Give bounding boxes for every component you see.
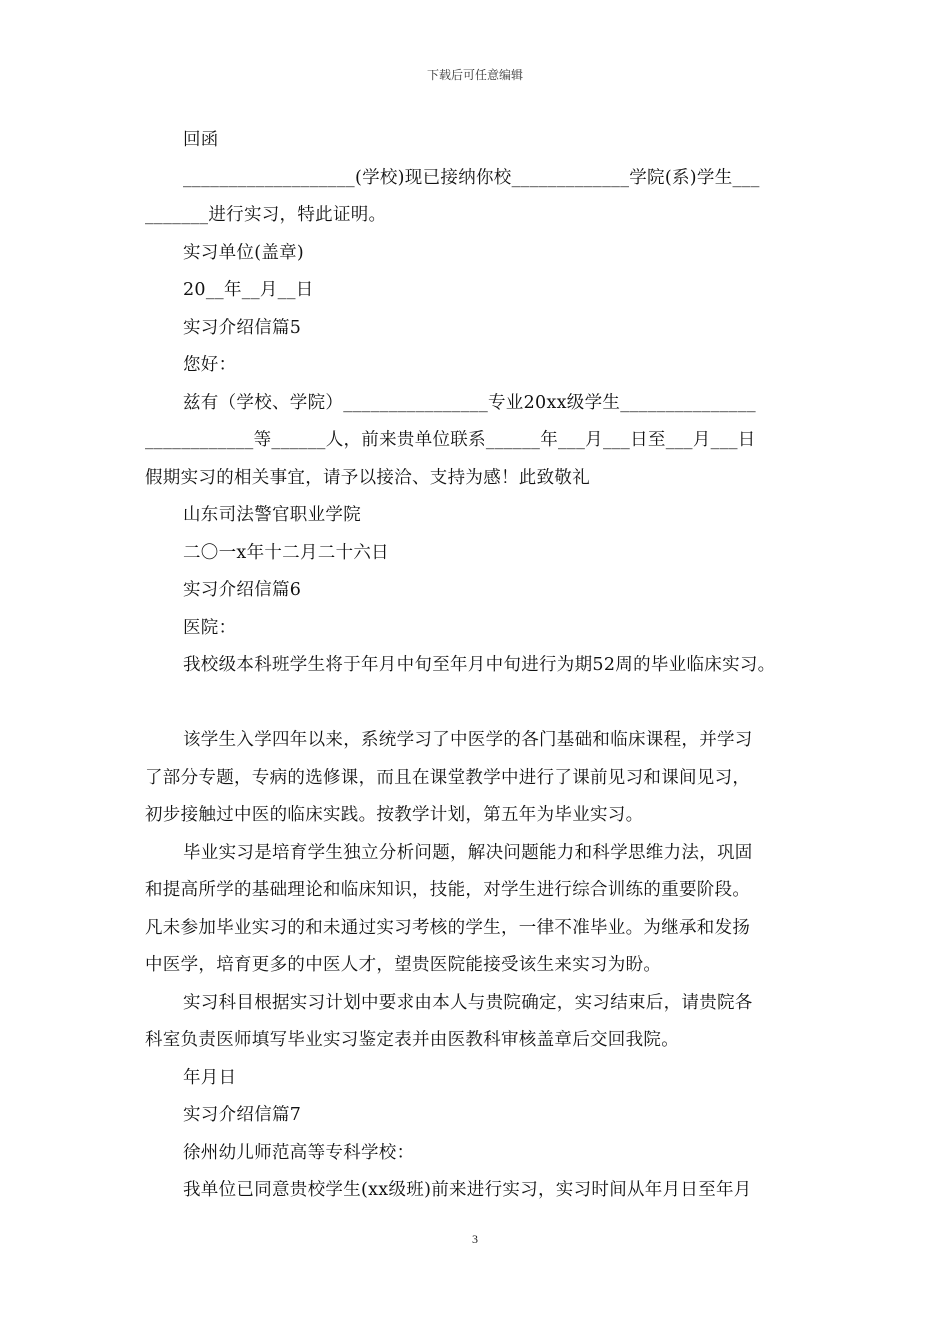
text-line: 毕业实习是培育学生独立分析问题，解决问题能力和科学思维力法，巩固 <box>183 842 753 863</box>
text-line: 初步接触过中医的临床实践。按教学计划，第五年为毕业实习。 <box>145 805 644 825</box>
text-line: 20__年__月__日 <box>183 280 314 300</box>
text-line: ____________等______人，前来贵单位联系______年___月___日至___月___日 <box>145 430 756 450</box>
text-line: 山东司法警官职业学院 <box>183 505 361 525</box>
text-line: 实习单位(盖章) <box>183 242 305 263</box>
text-line: 徐州幼儿师范高等专科学校： <box>183 1142 415 1163</box>
text-line: 兹有（学校、学院）________________专业20xx级学生_______________ <box>183 392 756 413</box>
text-line: 该学生入学四年以来，系统学习了中医学的各门基础和临床课程，并学习 <box>183 730 753 750</box>
blank-line <box>145 685 810 723</box>
text-line: 中医学，培育更多的中医人才，望贵医院能接受该生来实习为盼。 <box>145 955 662 975</box>
text-line: 凡未参加毕业实习的和未通过实习考核的学生，一律不准毕业。为继承和发扬 <box>145 917 751 938</box>
text-line: 假期实习的相关事宜，请予以接洽、支持为感！此致敬礼 <box>145 467 590 488</box>
text-line: 和提高所学的基础理论和临床知识，技能，对学生进行综合训练的重要阶段。 <box>145 880 751 900</box>
text-line: 实习科目根据实习计划中要求由本人与贵院确定，实习结束后，请贵院各 <box>183 992 753 1013</box>
text-line: 年月日 <box>183 1067 237 1088</box>
text-line: 实习介绍信篇5 <box>183 317 302 338</box>
text-line: 实习介绍信篇6 <box>183 580 302 600</box>
text-line: ___________________(学校)现已接纳你校_____________学院(系)学生___ <box>183 167 760 188</box>
text-line: 了部分专题，专病的选修课，而且在课堂教学中进行了课前见习和课间见习， <box>145 767 751 788</box>
text-line: 实习介绍信篇7 <box>183 1105 302 1125</box>
page-number: 3 <box>472 1232 478 1246</box>
text-line: 回函 <box>183 130 219 150</box>
text-line: _______进行实习，特此证明。 <box>145 205 387 225</box>
text-line: 我校级本科班学生将于年月中旬至年月中旬进行为期52周的毕业临床实习。 <box>183 655 776 675</box>
page-header: 下载后可任意编辑 <box>426 68 523 82</box>
text-line: 科室负责医师填写毕业实习鉴定表并由医教科审核盖章后交回我院。 <box>145 1030 679 1050</box>
text-line: 医院： <box>183 617 237 638</box>
text-line: 我单位已同意贵校学生(xx级班)前来进行实习，实习时间从年月日至年月 <box>183 1180 752 1200</box>
text-line: 二〇一x年十二月二十六日 <box>183 542 389 563</box>
text-line: 您好： <box>183 355 237 375</box>
document-body <box>145 122 810 1210</box>
